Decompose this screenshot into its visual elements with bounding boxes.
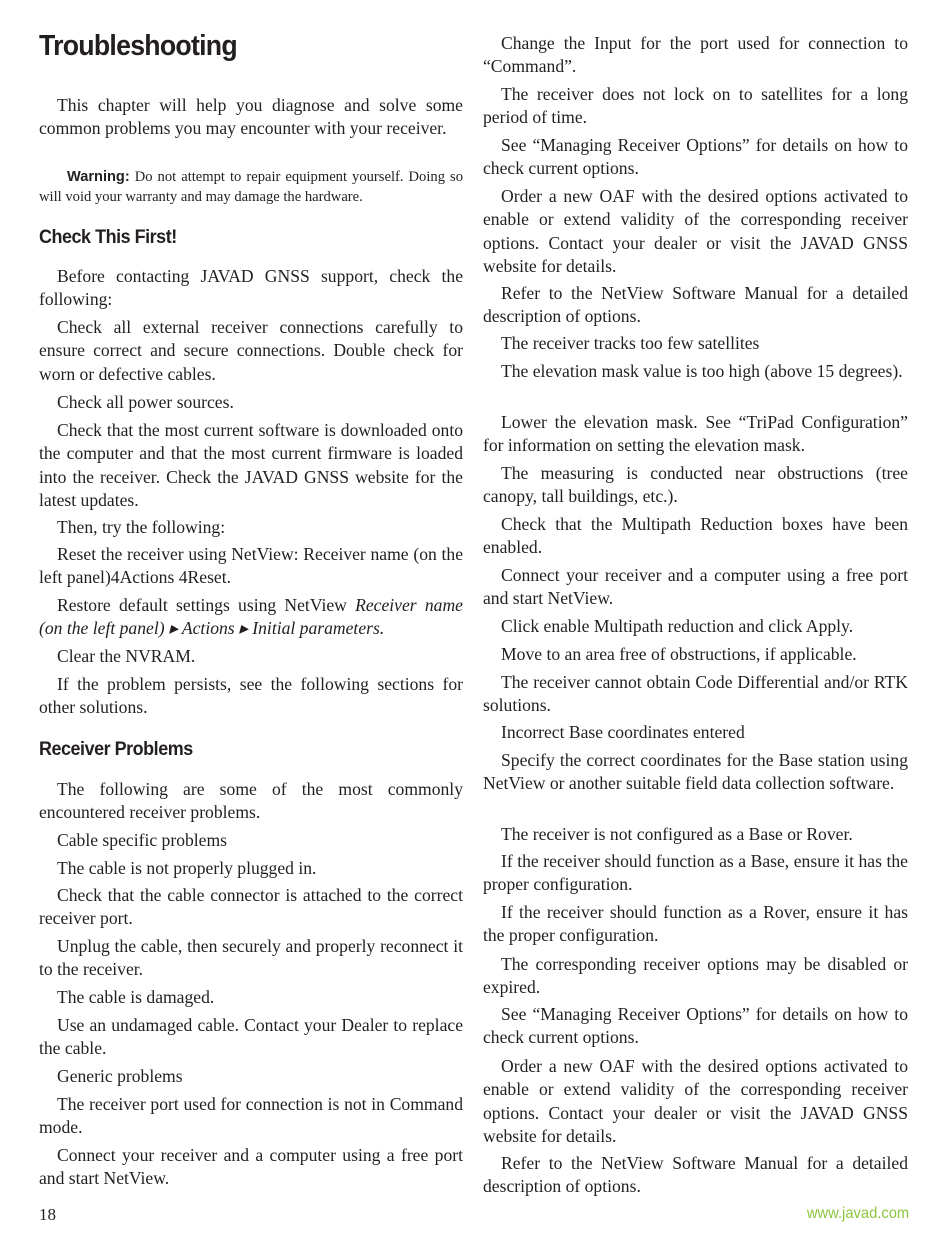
paragraph: Check that the cable connector is attached to the correct receiver port.: [39, 885, 463, 929]
paragraph: If the receiver should function as a Base, ensure it has the proper configuration.: [483, 851, 908, 895]
paragraph: Unplug the cable, then securely and properly reconnect it to the receiver.: [39, 936, 463, 980]
menu-path: Receiver name (on the left panel) ▸ Actions ▸ Initial parameters.: [39, 595, 463, 639]
paragraph: If the receiver should function as a Rover, ensure it has the proper configuration.: [483, 902, 908, 946]
warning-text: Do not attempt to repair equipment yourself. Doing so will void your warranty and may damage the hardware.: [39, 169, 463, 205]
paragraph: Clear the NVRAM.: [57, 646, 196, 666]
paragraph: Lower the elevation mask. See “TriPad Configuration” for information on setting the elevation mask.: [483, 412, 908, 456]
paragraph: The receiver does not lock on to satellites for a long period of time.: [483, 84, 908, 128]
warning-label: Warning:: [67, 169, 130, 185]
paragraph: Use an undamaged cable. Contact your Dealer to replace the cable.: [39, 1015, 463, 1059]
paragraph: Check that the most current software is downloaded onto the computer and that the most current firmware is loaded into the receiver. Check the JAVAD GNSS website for the latest updates.: [39, 420, 463, 510]
paragraph: Connect your receiver and a computer using a free port and start NetView.: [39, 1145, 463, 1189]
paragraph: If the problem persists, see the following sections for other solutions.: [39, 674, 463, 718]
paragraph: Cable specific problems: [57, 830, 228, 850]
paragraph-text: Restore default settings using NetView: [57, 595, 356, 615]
page-number: 18: [39, 1205, 56, 1224]
paragraph: See “Managing Receiver Options” for details on how to check current options.: [483, 1004, 908, 1048]
paragraph: See “Managing Receiver Options” for details on how to check current options.: [483, 135, 908, 179]
paragraph: This chapter will help you diagnose and solve some common problems you may encounter with your receiver.: [39, 95, 463, 139]
paragraph: Check that the Multipath Reduction boxes have been enabled.: [483, 514, 908, 558]
section-heading: Check This First!: [39, 226, 177, 248]
paragraph: Check all power sources.: [57, 392, 234, 412]
paragraph: Incorrect Base coordinates entered: [501, 722, 745, 742]
paragraph: The cable is damaged.: [57, 987, 215, 1007]
paragraph: The receiver cannot obtain Code Differential and/or RTK solutions.: [483, 672, 908, 716]
paragraph: The receiver tracks too few satellites: [501, 333, 760, 353]
paragraph: Specify the correct coordinates for the Base station using NetView or another suitable field data collection software.: [483, 750, 908, 794]
paragraph: Then, try the following:: [57, 517, 226, 537]
paragraph: Before contacting JAVAD GNSS support, check the following:: [39, 266, 463, 310]
paragraph: Refer to the NetView Software Manual for a detailed description of options.: [483, 283, 908, 327]
paragraph: The measuring is conducted near obstructions (tree canopy, tall buildings, etc.).: [483, 463, 908, 507]
paragraph: [39, 594, 463, 641]
paragraph: The elevation mask value is too high (above 15 degrees).: [501, 361, 903, 381]
page-title: Troubleshooting: [39, 30, 237, 62]
paragraph: Move to an area free of obstructions, if applicable.: [501, 644, 857, 664]
paragraph: Reset the receiver using NetView: Receiver name (on the left panel)4Actions 4Reset.: [39, 544, 463, 588]
paragraph: The corresponding receiver options may be disabled or expired.: [483, 954, 908, 998]
paragraph: Refer to the NetView Software Manual for a detailed description of options.: [483, 1153, 908, 1197]
paragraph: Change the Input for the port used for connection to “Command”.: [483, 33, 908, 77]
website-link[interactable]: www.javad.com: [806, 1205, 909, 1222]
paragraph: Generic problems: [57, 1066, 183, 1086]
paragraph: Connect your receiver and a computer using a free port and start NetView.: [483, 565, 908, 609]
warning-note: [39, 167, 463, 207]
paragraph: The following are some of the most commonly encountered receiver problems.: [39, 779, 463, 823]
paragraph: The cable is not properly plugged in.: [57, 858, 317, 878]
section-heading: Receiver Problems: [39, 738, 193, 760]
paragraph: Check all external receiver connections carefully to ensure correct and secure connections. Double check for worn or defective cables.: [39, 317, 463, 384]
paragraph: Order a new OAF with the desired options activated to enable or extend validity of the corresponding receiver options. Contact your dealer or visit the JAVAD GNSS website for details.: [483, 186, 908, 276]
paragraph: Click enable Multipath reduction and click Apply.: [501, 616, 854, 636]
paragraph: The receiver port used for connection is not in Command mode.: [39, 1094, 463, 1138]
paragraph: Order a new OAF with the desired options activated to enable or extend validity of the corresponding receiver options. Contact your dealer or visit the JAVAD GNSS website for details.: [483, 1056, 908, 1146]
paragraph: The receiver is not configured as a Base or Rover.: [501, 824, 853, 844]
